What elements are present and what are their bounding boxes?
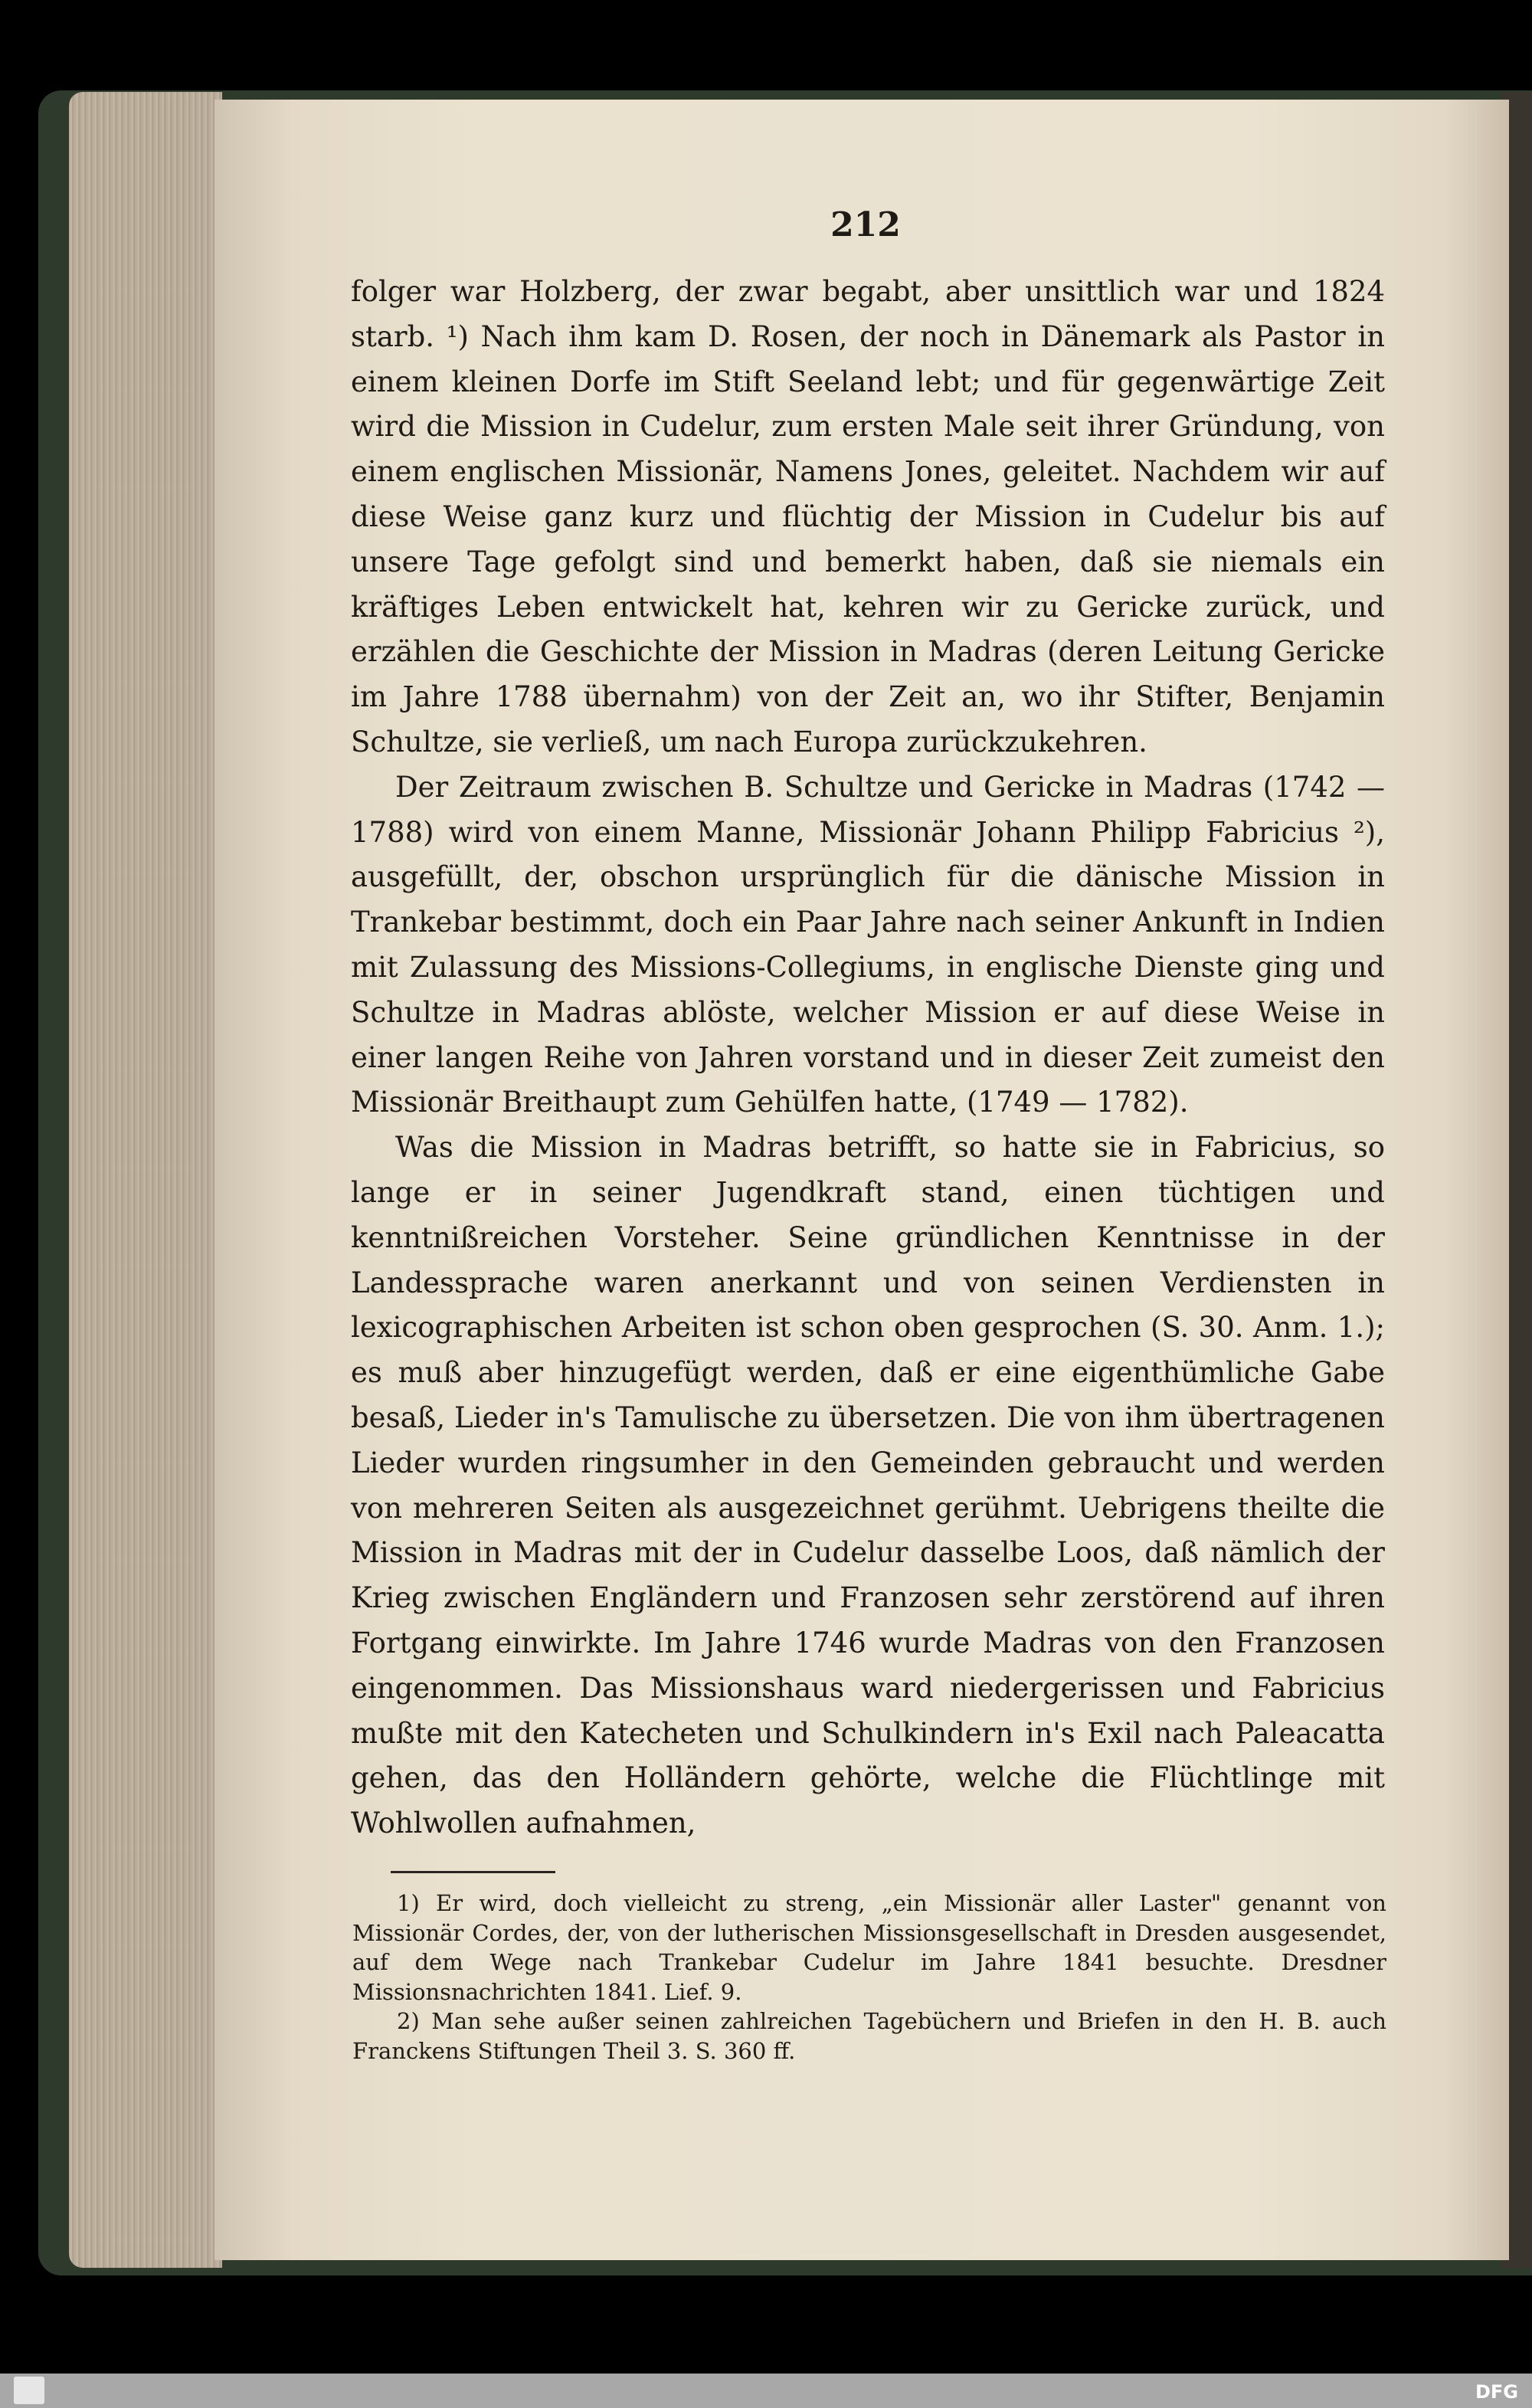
main-text: [351, 270, 1385, 1846]
dfg-badge: DFG: [1475, 2381, 1518, 2403]
viewer-footer-bar: [0, 2374, 1532, 2408]
page-number: 212: [830, 205, 901, 244]
library-logo-icon: [14, 2377, 44, 2404]
footnote-divider: [391, 1871, 555, 1873]
paragraph-3: Was die Mission in Madras betrifft, so hatte sie in Fabricius, so lange er in seiner Jugendkraft stand, einen tüchtigen und kenntnißreichen Vorsteher. Seine gründlichen Kenntnisse in der Landessprache waren anerkannt und von seinen Verdiensten in lexicographischen Arbeiten ist schon oben gesprochen (S. 30. Anm. 1.); es muß aber hinzugefügt werden, daß er eine eigenthümliche Gabe besaß, Lieder in's Tamulische zu übersetzen. Die von ihm übertragenen Lieder wurden ringsumher in den Gemeinden gebraucht und werden von mehreren Seiten als ausgezeichnet gerühmt. Uebrigens theilte die Mission in Madras mit der in Cudelur dasselbe Loos, daß nämlich der Krieg zwischen Engländern und Franzosen sehr zerstörend auf ihren Fortgang einwirkte. Im Jahre 1746 wurde Madras von den Franzosen eingenommen. Das Missionshaus ward niedergerissen und Fabricius mußte mit den Katecheten und Schulkindern in's Exil nach Paleacatta gehen, das den Holländern gehörte, welche die Flüchtlinge mit Wohlwollen aufnahmen,: [351, 1131, 1385, 1840]
footnote-2: 2) Man sehe außer seinen zahlreichen Tagebüchern und Briefen in den H. B. auch Franckens Stiftungen Theil 3. S. 360 ff.: [352, 2008, 1386, 2064]
paragraph-2: Der Zeitraum zwischen B. Schultze und Gericke in Madras (1742 — 1788) wird von einem Manne, Missionär Johann Philipp Fabricius ²), ausgefüllt, der, obschon ursprünglich für die dänische Mission in Trankebar bestimmt, doch ein Paar Jahre nach seiner Ankunft in Indien mit Zulassung des Missions-Collegiums, in englische Dienste ging und Schultze in Madras ablöste, welcher Mission er auf diese Weise in einer langen Reihe von Jahren vorstand und in dieser Zeit zumeist den Missionär Breithaupt zum Gehülfen hatte, (1749 — 1782).: [351, 770, 1385, 1119]
paragraph-1: folger war Holzberg, der zwar begabt, aber unsittlich war und 1824 starb. ¹) Nach ihm kam D. Rosen, der noch in Dänemark als Pastor in einem kleinen Dorfe im Stift Seeland lebt; und für gegenwärtige Zeit wird die Mission in Cudelur, zum ersten Male seit ihrer Gründung, von einem englischen Missionär, Namens Jones, geleitet. Nachdem wir auf diese Weise ganz kurz und flüchtig der Mission in Cudelur bis auf unsere Tage gefolgt sind und bemerkt haben, daß sie niemals ein kräftiges Leben entwickelt hat, kehren wir zu Gericke zurück, und erzählen die Geschichte der Mission in Madras (deren Leitung Gericke im Jahre 1788 übernahm) von der Zeit an, wo ihr Stifter, Benjamin Schultze, sie verließ, um nach Europa zurückzukehren.: [351, 275, 1385, 758]
page-edges: [69, 92, 222, 2268]
footnote-1: 1) Er wird, doch vielleicht zu streng, „ein Missionär aller Laster" genannt von Missionär Cordes, der, von der lutherischen Missionsgesellschaft in Dresden ausgesendet, auf dem Wege nach Trankebar Cudelur im Jahre 1841 besuchte. Dresdner Missionsnachrichten 1841. Lief. 9.: [352, 1890, 1386, 2005]
footnotes: [352, 1889, 1386, 2066]
